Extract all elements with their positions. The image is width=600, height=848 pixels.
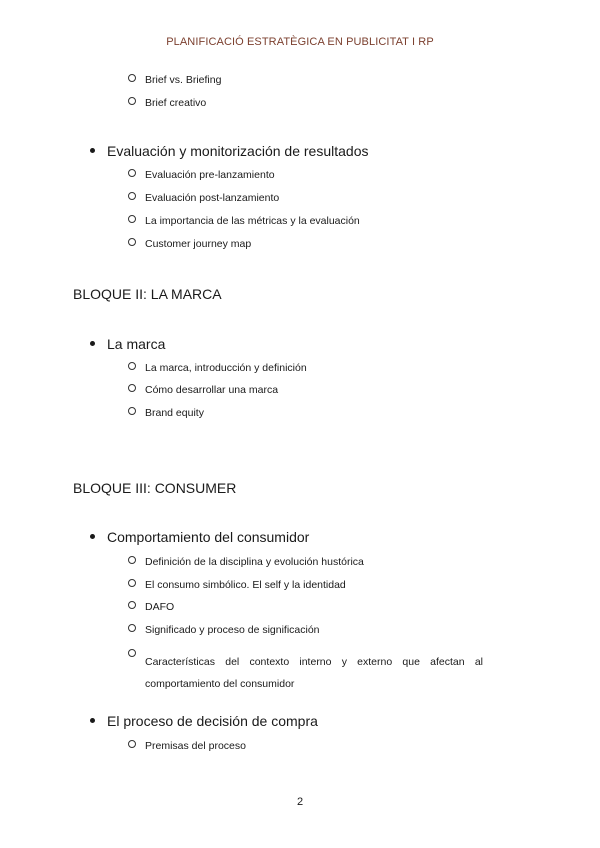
circle-bullet-icon bbox=[128, 238, 136, 246]
circle-bullet-icon bbox=[128, 624, 136, 632]
list-item: Evaluación pre-lanzamiento bbox=[128, 169, 275, 181]
topic-heading: Comportamiento del consumidor bbox=[90, 529, 309, 545]
list-item: Customer journey map bbox=[128, 238, 251, 250]
circle-bullet-icon bbox=[128, 169, 136, 177]
disc-bullet-icon bbox=[90, 341, 95, 346]
circle-bullet-icon bbox=[128, 649, 136, 657]
list-item: Brief vs. Briefing bbox=[128, 74, 221, 86]
block-heading: BLOQUE II: LA MARCA bbox=[73, 286, 222, 302]
topic-heading: Evaluación y monitorización de resultados bbox=[90, 143, 368, 159]
page-number: 2 bbox=[296, 796, 304, 808]
circle-bullet-icon bbox=[128, 579, 136, 587]
topic-heading: El proceso de decisión de compra bbox=[90, 713, 318, 729]
circle-bullet-icon bbox=[128, 74, 136, 82]
list-item: La marca, introducción y definición bbox=[128, 362, 307, 374]
circle-bullet-icon bbox=[128, 362, 136, 370]
list-item: Significado y proceso de significación bbox=[128, 624, 320, 636]
block-heading: BLOQUE III: CONSUMER bbox=[73, 480, 237, 496]
list-item: Definición de la disciplina y evolución hustórica bbox=[128, 556, 364, 568]
circle-bullet-icon bbox=[128, 407, 136, 415]
circle-bullet-icon bbox=[128, 556, 136, 564]
list-item: El consumo simbólico. El self y la identidad bbox=[128, 579, 346, 591]
page-header: PLANIFICACIÓ ESTRATÈGICA EN PUBLICITAT I RP bbox=[166, 36, 434, 48]
circle-bullet-icon bbox=[128, 384, 136, 392]
list-item: Cómo desarrollar una marca bbox=[128, 384, 278, 396]
disc-bullet-icon bbox=[90, 534, 95, 539]
list-item: La importancia de las métricas y la evaluación bbox=[128, 215, 360, 227]
list-item: DAFO bbox=[128, 601, 174, 613]
list-item: Características del contexto interno y externo que afectan al comportamiento del consumidor bbox=[128, 644, 483, 695]
disc-bullet-icon bbox=[90, 718, 95, 723]
disc-bullet-icon bbox=[90, 148, 95, 153]
circle-bullet-icon bbox=[128, 601, 136, 609]
circle-bullet-icon bbox=[128, 192, 136, 200]
list-item: Evaluación post-lanzamiento bbox=[128, 192, 279, 204]
circle-bullet-icon bbox=[128, 97, 136, 105]
topic-heading: La marca bbox=[90, 336, 165, 352]
list-item: Premisas del proceso bbox=[128, 740, 246, 752]
circle-bullet-icon bbox=[128, 215, 136, 223]
list-item: Brief creativo bbox=[128, 97, 206, 109]
list-item: Brand equity bbox=[128, 407, 204, 419]
circle-bullet-icon bbox=[128, 740, 136, 748]
